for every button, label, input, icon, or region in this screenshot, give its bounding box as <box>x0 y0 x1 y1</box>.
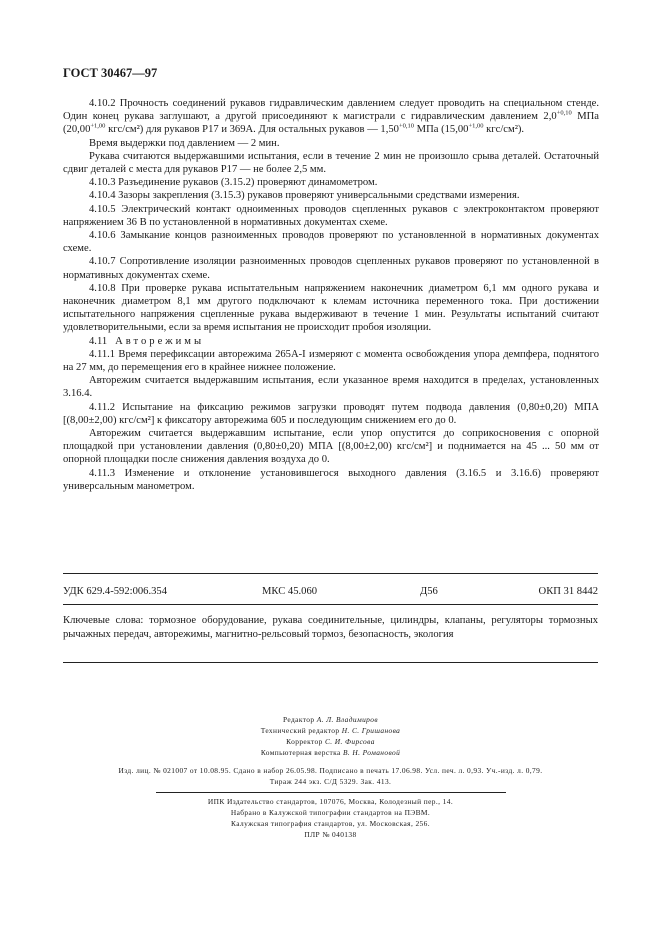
publication-info <box>0 765 661 787</box>
license-line: Изд. лиц. № 021007 от 10.08.95. Сдано в набор 26.05.98. Подписано в печать 17.06.98. Усл. печ. л. 0,93. Уч.-изд. л. 0,79. <box>118 766 543 775</box>
editors-block <box>0 714 661 758</box>
keywords: Ключевые слова: тормозное оборудование, рукава соединительные, цилиндры, клапаны, регуляторы тормозных рычажных передач, авторежимы, магнитно-рельсовый тормоз, безопасность, экология <box>63 615 598 640</box>
udk-code: УДК 629.4-592:006.354 <box>63 586 167 597</box>
main-text <box>63 97 599 493</box>
paragraph-4-10-7: 4.10.7 Сопротивление изоляции разноименных проводов сцепленных рукавов проверяют по установленной в нормативных документах схеме. <box>63 256 599 281</box>
text-run: МПа (20,00 <box>63 111 599 136</box>
divider-middle <box>63 604 598 605</box>
text-run: кгс/см²). <box>483 124 525 136</box>
tech-editor-line <box>0 725 661 736</box>
printing-line: Калужская типография стандартов, ул. Московская, 256. <box>231 819 430 828</box>
text-run: кгс/см²) для рукавов Р17 и 369А. Для остальных рукавов — 1,50 <box>105 124 399 136</box>
paragraph-4-11-1: 4.11.1 Время перефиксации авторежима 265А-I измеряют с момента освобождения упора демпфера, поднятого на 27 мм, до перемещения его в крайнее нижнее положение. <box>63 348 599 374</box>
section-number: 4.11 <box>89 335 108 347</box>
paragraph-hose-pass: Рукава считаются выдержавшими испытания, если в течение 2 мин не произошло срыва деталей. Остаточный сдвиг деталей с места для рукавов Р17 — не более 2,5 мм. <box>63 150 599 176</box>
print-run-line: Тираж 244 экз. С/Д 5329. Зак. 413. <box>269 777 392 786</box>
section-title: Авторежимы <box>115 335 205 347</box>
corrector-line <box>0 736 661 747</box>
plr-line: ПЛР № 040138 <box>304 830 357 839</box>
document-header: ГОСТ 30467—97 <box>63 66 158 80</box>
paragraph-autoregime-pass-2: Авторежим считается выдержавшим испытание, если упор опустится до соприкосновения с опорной площадкой при установлении давления (0,80±0,20) МПА [(8,00±2,00) кгс/см²] и поднимается на 45 ... 50 мм от опорной площадки после снижения давления воздуха до 0. <box>63 428 599 466</box>
divider-imprint <box>156 792 506 793</box>
publisher-line: ИПК Издательство стандартов, 107076, Москва, Колодезный пер., 14. <box>207 797 454 806</box>
paragraph-4-10-5: 4.10.5 Электрический контакт одноименных проводов сцепленных рукавов с электроконтактом проверяют напряжением 36 В по установленной в нормативных документах схеме. <box>63 203 599 228</box>
paragraph-hold-time: Время выдержки под давлением — 2 мин. <box>89 137 280 149</box>
paragraph-4-10-2 <box>63 97 599 137</box>
superscript: +1,00 <box>468 122 484 130</box>
divider-keywords <box>63 662 598 663</box>
editor-name: А. Л. Владимиров <box>316 715 378 724</box>
layout-label: Компьютерная верстка <box>260 748 341 757</box>
paragraph-4-10-8: 4.10.8 При проверке рукава испытательным напряжением наконечник диаметром 6,1 мм одного рукава и наконечник диаметром 8,1 мм другого подключают к клемам источника переменного тока. При достижении испытательного напряжения сцепленные рукава выдерживают в течение 1 мин. Результаты испытаний считают удовлетворительными, если за время испытания не происходит пробоя изоляции. <box>63 282 599 334</box>
corrector-name: С. И. Фирсова <box>324 737 375 746</box>
layout-name: В. Н. Романовой <box>342 748 401 757</box>
d-code: Д56 <box>420 586 438 597</box>
corrector-label: Корректор <box>286 737 323 746</box>
text-run: 4.10.2 Прочность соединений рукавов гидравлическим давлением следует проводить на специальном стенде. Один конец рукава заглушают, а другой присоединяют к магистрали с гидравлическим давлением 2,0 <box>63 98 599 123</box>
text-run: МПа (15,00 <box>414 124 469 136</box>
section-heading-4-11 <box>63 335 599 348</box>
paragraph-autoregime-pass-1: Авторежим считается выдержавшим испытания, если указанное время находится в пределах, установленных 3.16.4. <box>63 375 599 400</box>
paragraph-4-10-3: 4.10.3 Разъединение рукавов (3.15.2) проверяют динамометром. <box>89 177 378 189</box>
layout-line <box>0 747 661 758</box>
typeset-line: Набрано в Калужской типографии стандартов на ПЭВМ. <box>230 808 431 817</box>
printer-info <box>0 796 661 840</box>
editor-label: Редактор <box>283 715 315 724</box>
okp-code: ОКП 31 8442 <box>538 586 598 597</box>
paragraph-4-11-3: 4.11.3 Изменение и отклонение установившегося выходного давления (3.16.5 и 3.16.6) проверяют универсальным манометром. <box>63 467 599 492</box>
superscript: +1,00 <box>90 122 106 130</box>
paragraph-4-10-6: 4.10.6 Замыкание концов разноименных проводов проверяют по установленной в нормативных документах схеме. <box>63 230 599 255</box>
superscript: +0,10 <box>556 109 572 117</box>
divider-top <box>63 573 598 574</box>
tech-editor-label: Технический редактор <box>260 726 340 735</box>
paragraph-4-11-2: 4.11.2 Испытание на фиксацию режимов загрузки проводят путем подвода давления (0,80±0,20) МПА [(8,00±2,00) кгс/см²] к фиксатору авторежима 605 и последующим снижением его до 0. <box>63 401 599 426</box>
mks-code: МКС 45.060 <box>262 586 318 597</box>
superscript: +0,10 <box>398 122 415 130</box>
tech-editor-name: Н. С. Гришанова <box>341 726 401 735</box>
editor-line <box>0 714 661 725</box>
paragraph-4-10-4: 4.10.4 Зазоры закрепления (3.15.3) рукавов проверяют универсальными средствами измерения. <box>89 190 520 202</box>
